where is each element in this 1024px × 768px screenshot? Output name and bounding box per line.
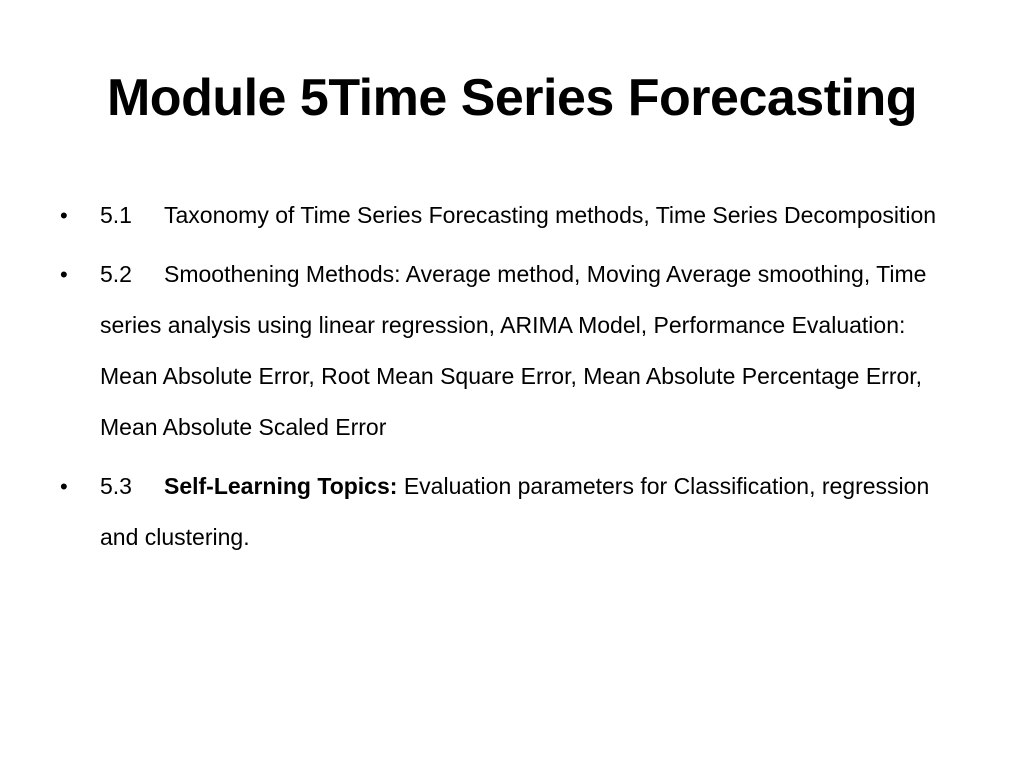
section-text: Smoothening Methods: Average method, Moving Average smoothing, Time series analysis using linear regression, ARIMA Model, Performance Evaluation: Mean Absolute Error, Root Mean Square Error, Mean Absolute Percentage Error, Mean Absolute Scaled Error <box>100 261 927 440</box>
bullet-item-5-2 <box>60 249 960 453</box>
section-number: 5.3 <box>100 473 132 499</box>
bullet-item-5-3 <box>60 461 960 563</box>
section-bold-prefix: Self-Learning Topics: <box>164 473 398 499</box>
bullet-dot-icon: • <box>60 474 68 499</box>
section-number: 5.2 <box>100 261 132 287</box>
bullet-dot-icon: • <box>60 262 68 287</box>
section-text: Taxonomy of Time Series Forecasting methods, Time Series Decomposition <box>164 202 937 228</box>
section-text: Evaluation parameters for Classification, regression and clustering. <box>100 473 930 550</box>
bullet-list <box>60 190 960 571</box>
bullet-item-5-1 <box>60 190 960 241</box>
bullet-dot-icon: • <box>60 203 68 228</box>
slide-title: Module 5Time Series Forecasting <box>106 69 918 127</box>
section-number: 5.1 <box>100 202 132 228</box>
